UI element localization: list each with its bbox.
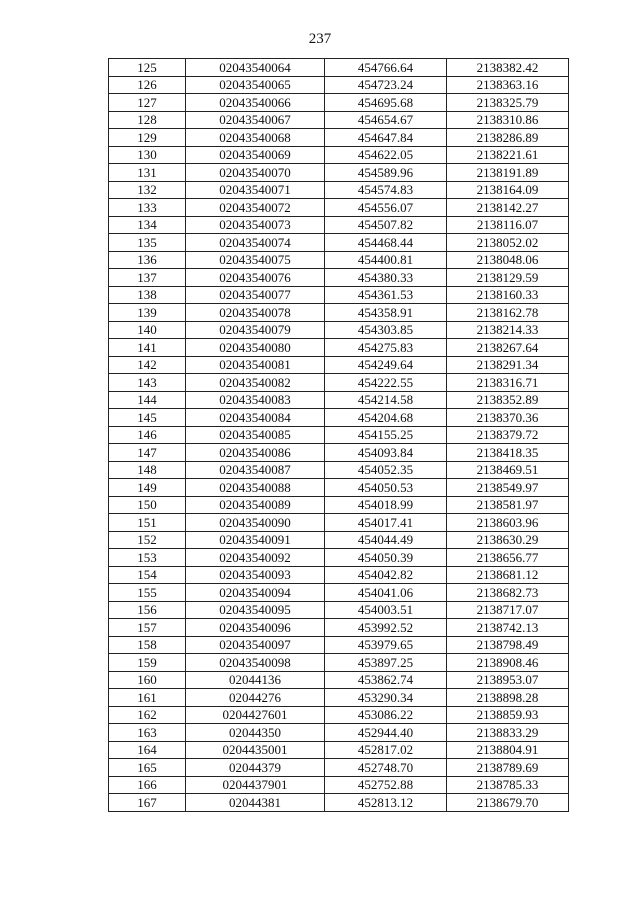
table-row [109, 671, 569, 689]
row-number-cell: 153 [109, 549, 186, 567]
point-id-cell: 02043540096 [186, 619, 325, 637]
point-id-cell: 02043540077 [186, 286, 325, 304]
point-id-cell: 02043540076 [186, 269, 325, 287]
point-id-cell: 02043540094 [186, 584, 325, 602]
y-coordinate-cell: 2138310.86 [447, 111, 569, 129]
x-coordinate-cell: 454468.44 [325, 234, 447, 252]
point-id-cell: 02043540078 [186, 304, 325, 322]
x-coordinate-cell: 454204.68 [325, 409, 447, 427]
y-coordinate-cell: 2138352.89 [447, 391, 569, 409]
row-number-cell: 162 [109, 706, 186, 724]
row-number-cell: 150 [109, 496, 186, 514]
table-row [109, 426, 569, 444]
table-row [109, 496, 569, 514]
table-body [109, 59, 569, 812]
row-number-cell: 165 [109, 759, 186, 777]
x-coordinate-cell: 454695.68 [325, 94, 447, 112]
x-coordinate-cell: 454003.51 [325, 601, 447, 619]
y-coordinate-cell: 2138717.07 [447, 601, 569, 619]
table-row [109, 286, 569, 304]
x-coordinate-cell: 454050.39 [325, 549, 447, 567]
point-id-cell: 02043540081 [186, 356, 325, 374]
y-coordinate-cell: 2138859.93 [447, 706, 569, 724]
point-id-cell: 02043540073 [186, 216, 325, 234]
table-row [109, 164, 569, 182]
row-number-cell: 164 [109, 741, 186, 759]
y-coordinate-cell: 2138789.69 [447, 759, 569, 777]
row-number-cell: 135 [109, 234, 186, 252]
y-coordinate-cell: 2138898.28 [447, 689, 569, 707]
row-number-cell: 149 [109, 479, 186, 497]
table-row [109, 654, 569, 672]
point-id-cell: 0204427601 [186, 706, 325, 724]
point-id-cell: 02043540091 [186, 531, 325, 549]
table-row [109, 59, 569, 77]
y-coordinate-cell: 2138286.89 [447, 129, 569, 147]
x-coordinate-cell: 454041.06 [325, 584, 447, 602]
table-row [109, 374, 569, 392]
row-number-cell: 142 [109, 356, 186, 374]
x-coordinate-cell: 454052.35 [325, 461, 447, 479]
y-coordinate-cell: 2138630.29 [447, 531, 569, 549]
y-coordinate-cell: 2138581.97 [447, 496, 569, 514]
y-coordinate-cell: 2138656.77 [447, 549, 569, 567]
point-id-cell: 02043540066 [186, 94, 325, 112]
row-number-cell: 131 [109, 164, 186, 182]
y-coordinate-cell: 2138052.02 [447, 234, 569, 252]
row-number-cell: 136 [109, 251, 186, 269]
y-coordinate-cell: 2138129.59 [447, 269, 569, 287]
row-number-cell: 156 [109, 601, 186, 619]
point-id-cell: 02043540070 [186, 164, 325, 182]
table-row [109, 76, 569, 94]
row-number-cell: 144 [109, 391, 186, 409]
row-number-cell: 159 [109, 654, 186, 672]
table-row [109, 304, 569, 322]
table-row [109, 759, 569, 777]
x-coordinate-cell: 454042.82 [325, 566, 447, 584]
row-number-cell: 130 [109, 146, 186, 164]
x-coordinate-cell: 454358.91 [325, 304, 447, 322]
y-coordinate-cell: 2138191.89 [447, 164, 569, 182]
table-row [109, 94, 569, 112]
coordinates-table [108, 58, 569, 812]
table-row [109, 566, 569, 584]
x-coordinate-cell: 454589.96 [325, 164, 447, 182]
table-row [109, 234, 569, 252]
table-row [109, 776, 569, 794]
x-coordinate-cell: 454380.33 [325, 269, 447, 287]
table-row [109, 199, 569, 217]
row-number-cell: 139 [109, 304, 186, 322]
row-number-cell: 167 [109, 794, 186, 812]
table-row [109, 444, 569, 462]
y-coordinate-cell: 2138681.12 [447, 566, 569, 584]
x-coordinate-cell: 453086.22 [325, 706, 447, 724]
y-coordinate-cell: 2138162.78 [447, 304, 569, 322]
point-id-cell: 02043540087 [186, 461, 325, 479]
point-id-cell: 02043540088 [186, 479, 325, 497]
point-id-cell: 02043540080 [186, 339, 325, 357]
row-number-cell: 143 [109, 374, 186, 392]
x-coordinate-cell: 454050.53 [325, 479, 447, 497]
y-coordinate-cell: 2138682.73 [447, 584, 569, 602]
x-coordinate-cell: 454723.24 [325, 76, 447, 94]
row-number-cell: 161 [109, 689, 186, 707]
table-row [109, 479, 569, 497]
page-number: 237 [308, 31, 332, 47]
y-coordinate-cell: 2138785.33 [447, 776, 569, 794]
y-coordinate-cell: 2138142.27 [447, 199, 569, 217]
y-coordinate-cell: 2138363.16 [447, 76, 569, 94]
table-row [109, 181, 569, 199]
table-row [109, 741, 569, 759]
x-coordinate-cell: 453862.74 [325, 671, 447, 689]
y-coordinate-cell: 2138267.64 [447, 339, 569, 357]
row-number-cell: 140 [109, 321, 186, 339]
y-coordinate-cell: 2138833.29 [447, 724, 569, 742]
table-row [109, 146, 569, 164]
point-id-cell: 02044379 [186, 759, 325, 777]
row-number-cell: 128 [109, 111, 186, 129]
point-id-cell: 02043540085 [186, 426, 325, 444]
table-row [109, 339, 569, 357]
y-coordinate-cell: 2138679.70 [447, 794, 569, 812]
point-id-cell: 02043540074 [186, 234, 325, 252]
table-row [109, 601, 569, 619]
y-coordinate-cell: 2138953.07 [447, 671, 569, 689]
table-row [109, 129, 569, 147]
point-id-cell: 02044381 [186, 794, 325, 812]
y-coordinate-cell: 2138469.51 [447, 461, 569, 479]
point-id-cell: 02043540093 [186, 566, 325, 584]
x-coordinate-cell: 454400.81 [325, 251, 447, 269]
x-coordinate-cell: 452748.70 [325, 759, 447, 777]
row-number-cell: 163 [109, 724, 186, 742]
x-coordinate-cell: 454622.05 [325, 146, 447, 164]
x-coordinate-cell: 453979.65 [325, 636, 447, 654]
x-coordinate-cell: 454044.49 [325, 531, 447, 549]
row-number-cell: 126 [109, 76, 186, 94]
point-id-cell: 02043540079 [186, 321, 325, 339]
y-coordinate-cell: 2138291.34 [447, 356, 569, 374]
y-coordinate-cell: 2138742.13 [447, 619, 569, 637]
point-id-cell: 02043540084 [186, 409, 325, 427]
point-id-cell: 02043540089 [186, 496, 325, 514]
table-row [109, 321, 569, 339]
table-row [109, 549, 569, 567]
table-row [109, 619, 569, 637]
row-number-cell: 141 [109, 339, 186, 357]
y-coordinate-cell: 2138798.49 [447, 636, 569, 654]
x-coordinate-cell: 454155.25 [325, 426, 447, 444]
x-coordinate-cell: 454574.83 [325, 181, 447, 199]
x-coordinate-cell: 454222.55 [325, 374, 447, 392]
table-row [109, 514, 569, 532]
point-id-cell: 02043540072 [186, 199, 325, 217]
row-number-cell: 160 [109, 671, 186, 689]
x-coordinate-cell: 454018.99 [325, 496, 447, 514]
point-id-cell: 02043540092 [186, 549, 325, 567]
table-row [109, 391, 569, 409]
x-coordinate-cell: 452944.40 [325, 724, 447, 742]
table-row [109, 251, 569, 269]
y-coordinate-cell: 2138549.97 [447, 479, 569, 497]
point-id-cell: 02043540065 [186, 76, 325, 94]
x-coordinate-cell: 454766.64 [325, 59, 447, 77]
x-coordinate-cell: 454507.82 [325, 216, 447, 234]
point-id-cell: 02043540097 [186, 636, 325, 654]
x-coordinate-cell: 452817.02 [325, 741, 447, 759]
row-number-cell: 133 [109, 199, 186, 217]
x-coordinate-cell: 453992.52 [325, 619, 447, 637]
x-coordinate-cell: 454275.83 [325, 339, 447, 357]
row-number-cell: 145 [109, 409, 186, 427]
y-coordinate-cell: 2138221.61 [447, 146, 569, 164]
point-id-cell: 02043540069 [186, 146, 325, 164]
x-coordinate-cell: 453290.34 [325, 689, 447, 707]
x-coordinate-cell: 453897.25 [325, 654, 447, 672]
point-id-cell: 02043540082 [186, 374, 325, 392]
y-coordinate-cell: 2138048.06 [447, 251, 569, 269]
y-coordinate-cell: 2138603.96 [447, 514, 569, 532]
table-row [109, 689, 569, 707]
point-id-cell: 0204437901 [186, 776, 325, 794]
point-id-cell: 02043540083 [186, 391, 325, 409]
table-row [109, 111, 569, 129]
table-row [109, 794, 569, 812]
point-id-cell: 02043540098 [186, 654, 325, 672]
table-row [109, 461, 569, 479]
row-number-cell: 137 [109, 269, 186, 287]
row-number-cell: 125 [109, 59, 186, 77]
x-coordinate-cell: 454654.67 [325, 111, 447, 129]
y-coordinate-cell: 2138214.33 [447, 321, 569, 339]
row-number-cell: 148 [109, 461, 186, 479]
row-number-cell: 155 [109, 584, 186, 602]
point-id-cell: 02044136 [186, 671, 325, 689]
point-id-cell: 02044350 [186, 724, 325, 742]
x-coordinate-cell: 454303.85 [325, 321, 447, 339]
y-coordinate-cell: 2138418.35 [447, 444, 569, 462]
point-id-cell: 02043540071 [186, 181, 325, 199]
point-id-cell: 02043540068 [186, 129, 325, 147]
row-number-cell: 157 [109, 619, 186, 637]
row-number-cell: 158 [109, 636, 186, 654]
row-number-cell: 154 [109, 566, 186, 584]
table-row [109, 706, 569, 724]
point-id-cell: 02043540064 [186, 59, 325, 77]
table-row [109, 409, 569, 427]
row-number-cell: 132 [109, 181, 186, 199]
y-coordinate-cell: 2138160.33 [447, 286, 569, 304]
point-id-cell: 02043540090 [186, 514, 325, 532]
row-number-cell: 138 [109, 286, 186, 304]
y-coordinate-cell: 2138325.79 [447, 94, 569, 112]
table-row [109, 356, 569, 374]
y-coordinate-cell: 2138116.07 [447, 216, 569, 234]
table-row [109, 531, 569, 549]
x-coordinate-cell: 454017.41 [325, 514, 447, 532]
x-coordinate-cell: 454214.58 [325, 391, 447, 409]
table-row [109, 584, 569, 602]
x-coordinate-cell: 454556.07 [325, 199, 447, 217]
x-coordinate-cell: 454249.64 [325, 356, 447, 374]
table-row [109, 216, 569, 234]
y-coordinate-cell: 2138370.36 [447, 409, 569, 427]
row-number-cell: 166 [109, 776, 186, 794]
row-number-cell: 127 [109, 94, 186, 112]
point-id-cell: 0204435001 [186, 741, 325, 759]
point-id-cell: 02044276 [186, 689, 325, 707]
table-row [109, 724, 569, 742]
x-coordinate-cell: 452813.12 [325, 794, 447, 812]
y-coordinate-cell: 2138908.46 [447, 654, 569, 672]
x-coordinate-cell: 452752.88 [325, 776, 447, 794]
row-number-cell: 147 [109, 444, 186, 462]
y-coordinate-cell: 2138379.72 [447, 426, 569, 444]
point-id-cell: 02043540095 [186, 601, 325, 619]
row-number-cell: 134 [109, 216, 186, 234]
y-coordinate-cell: 2138804.91 [447, 741, 569, 759]
point-id-cell: 02043540075 [186, 251, 325, 269]
x-coordinate-cell: 454647.84 [325, 129, 447, 147]
row-number-cell: 129 [109, 129, 186, 147]
x-coordinate-cell: 454361.53 [325, 286, 447, 304]
x-coordinate-cell: 454093.84 [325, 444, 447, 462]
y-coordinate-cell: 2138164.09 [447, 181, 569, 199]
y-coordinate-cell: 2138382.42 [447, 59, 569, 77]
point-id-cell: 02043540067 [186, 111, 325, 129]
row-number-cell: 152 [109, 531, 186, 549]
y-coordinate-cell: 2138316.71 [447, 374, 569, 392]
table-row [109, 269, 569, 287]
point-id-cell: 02043540086 [186, 444, 325, 462]
table-row [109, 636, 569, 654]
row-number-cell: 146 [109, 426, 186, 444]
row-number-cell: 151 [109, 514, 186, 532]
